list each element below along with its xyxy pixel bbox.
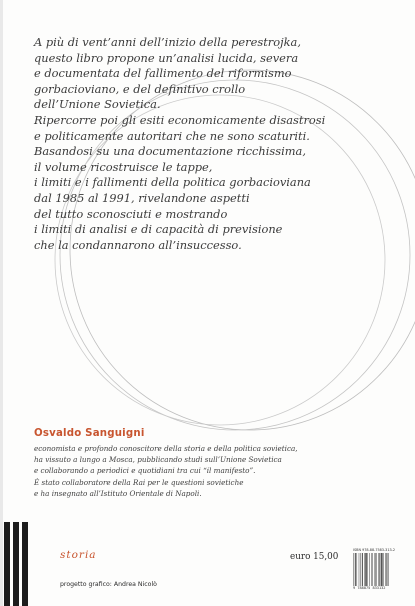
design-credit: progetto grafico: Andrea Nicolò [60,581,157,588]
blurb-line: gorbacioviano, e del definitivo crollo [34,81,246,96]
barcode-bar [362,553,363,586]
blurb-line: dal 1985 al 1991, rivelandone aspetti [34,190,250,205]
bio-line: È stato collaboratore della Rai per le questioni sovietiche [34,477,244,487]
blurb-line: che la condannarono all’insuccesso. [34,237,242,252]
blurb-line: Ripercorre poi gli esiti economicamente disastrosi [34,112,326,127]
barcode-bar [375,553,376,586]
blurb-line: A più di vent’anni dell’inizio della perestrojka, [34,35,301,49]
blurb-line: questo libro propone un’analisi lucida, severa [34,50,299,65]
blurb-line: dell’Unione Sovietica. [34,97,161,112]
bio-line: e collaborando a periodici e quotidiani tra cui “il manifesto”. [34,466,256,476]
barcode-bar [387,553,388,586]
series-bar [13,522,19,606]
barcode-bar [381,553,382,586]
bio-line: ha vissuto a lungo a Mosca, pubblicando studi sull’Unione Sovietica [34,455,282,465]
price: euro 15,00 [290,552,339,562]
isbn-label: ISBN 978-88-7583-313-2 [353,548,396,552]
author-name: Osvaldo Sanguigni [34,428,145,439]
blurb-line: i limiti e i fallimenti della politica gorbacioviana [34,175,311,190]
barcode-bar [355,553,356,586]
cover-blurb [34,35,364,253]
blurb-line: Basandosi su una documentazione ricchissima, [34,144,306,159]
blurb-line: e politicamente autoritari che ne sono scaturiti. [34,128,310,143]
barcode-bar [379,553,380,586]
barcode [353,553,399,586]
blurb-line: del tutto sconosciuti e mostrando [34,206,228,221]
series-bar [4,522,10,606]
series-bars [0,522,40,606]
series-label: storia [60,549,97,561]
barcode-block [353,548,399,592]
blurb-line: i limiti di analisi e di capacità di previsione [34,222,283,237]
bio-line: e ha insegnato all’Istituto Orientale di Napoli. [34,488,202,498]
blurb-line: il volume ricostruisce le tappe, [34,159,213,174]
bio-line: economista e profondo conoscitore della storia e della politica sovietica, [34,444,298,453]
barcode-bar [365,553,366,586]
series-bar [22,522,28,606]
author-bio [34,443,374,499]
barcode-digits: 9 788875 833132 [353,586,386,590]
blurb-line: e documentata del fallimento del riformismo [34,66,292,81]
